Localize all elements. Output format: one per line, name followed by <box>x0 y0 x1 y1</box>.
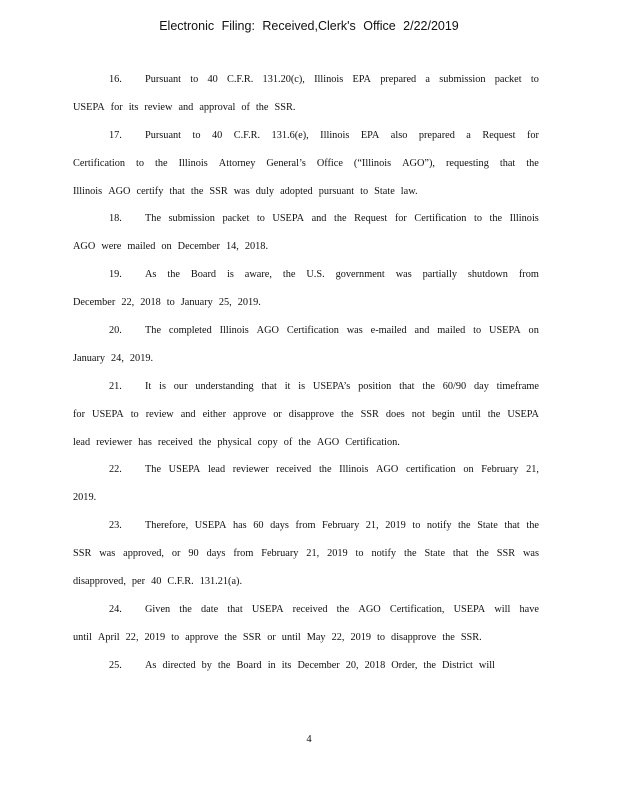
paragraph-number: 21. <box>109 380 122 392</box>
word: 24, <box>111 352 124 364</box>
word: SSR <box>73 548 92 560</box>
word: submission <box>439 74 486 85</box>
word: the <box>458 520 471 532</box>
word: USEPA <box>194 520 227 532</box>
word: have <box>519 603 539 615</box>
paragraph-number: 24. <box>109 603 122 615</box>
paragraph-number: 25. <box>109 659 122 671</box>
page-number: 4 <box>306 734 312 745</box>
word: the <box>403 548 417 560</box>
word: Pursuant <box>145 74 182 85</box>
paragraph-17-line-2 <box>73 150 539 178</box>
word: a <box>466 129 471 141</box>
word: the <box>318 464 332 476</box>
word: our <box>173 380 188 392</box>
word: Certification <box>73 157 126 169</box>
word: approve <box>185 631 219 643</box>
word: understanding <box>195 380 254 392</box>
word: AGO <box>256 325 279 337</box>
word: USEPA <box>453 603 486 615</box>
word: January <box>73 352 106 364</box>
word: It <box>145 380 152 392</box>
paragraph-23-line-3 <box>73 568 539 596</box>
word: disapprove <box>288 408 334 420</box>
word: AGO <box>73 241 96 253</box>
word: SSR. <box>274 101 296 113</box>
word: review <box>144 101 173 113</box>
word: the <box>334 213 347 225</box>
word: for <box>73 408 86 420</box>
word: the <box>423 659 436 671</box>
word: until <box>281 631 301 643</box>
word: to <box>412 520 421 532</box>
word: was <box>395 269 412 281</box>
paragraph-16-line-1 <box>73 66 539 94</box>
word: that <box>499 157 516 169</box>
word: a <box>425 74 430 85</box>
word: lead <box>207 464 226 476</box>
line-text <box>145 373 539 401</box>
paragraph-18-line-1 <box>73 205 539 233</box>
word: of <box>241 101 250 113</box>
word: Office <box>316 157 343 169</box>
word: State <box>374 185 395 197</box>
word: AGO”), <box>402 157 435 169</box>
word: 60/90 <box>442 380 467 392</box>
word: the <box>198 436 212 448</box>
word: the <box>336 603 350 615</box>
word: to <box>166 297 175 309</box>
word: is <box>159 380 166 392</box>
paragraph-20-line-2 <box>73 345 539 373</box>
word: received <box>292 603 328 615</box>
word: that <box>452 548 469 560</box>
word: Given <box>145 603 171 615</box>
paragraph-number: 16. <box>109 74 122 85</box>
word: State <box>477 520 498 532</box>
word: 21, <box>365 520 379 532</box>
word: Therefore, <box>145 520 189 532</box>
word: of <box>283 436 293 448</box>
word: 60 <box>253 520 264 532</box>
word: was <box>233 185 250 197</box>
word: reviewer <box>232 464 269 476</box>
word: 22, <box>331 631 345 643</box>
paragraph-23-line-1 <box>73 512 539 540</box>
word: has <box>232 520 247 532</box>
word: Illinois <box>314 74 344 85</box>
word: from <box>295 520 316 532</box>
paragraph-24-line-1 <box>73 596 539 624</box>
word: from <box>518 269 539 281</box>
word: is <box>226 269 234 281</box>
word: (“Illinois <box>353 157 392 169</box>
word: USEPA <box>489 325 521 337</box>
word: days <box>206 548 226 560</box>
line-text <box>145 652 539 680</box>
word: not <box>411 408 425 420</box>
word: has <box>138 436 152 448</box>
word: Illinois <box>178 157 208 169</box>
word: USEPA <box>73 101 105 113</box>
word: to <box>473 325 482 337</box>
word: the <box>155 157 168 169</box>
word: and <box>178 101 194 113</box>
word: certify <box>136 185 164 197</box>
word: 25, <box>218 297 232 309</box>
document-body <box>73 66 539 680</box>
word: EPA <box>360 129 380 141</box>
word: Certification <box>286 325 339 337</box>
word: that <box>169 185 185 197</box>
word: physical <box>217 436 252 448</box>
word: that <box>227 603 243 615</box>
word: the <box>422 380 435 392</box>
word: and <box>311 213 327 225</box>
word: that <box>504 520 520 532</box>
word: requesting <box>445 157 489 169</box>
word: The <box>145 464 162 476</box>
word: 90 <box>188 548 199 560</box>
word: directed <box>162 659 196 671</box>
word: 2019. <box>73 492 97 504</box>
word: 21, <box>526 464 539 476</box>
word: As <box>145 659 157 671</box>
word: AGO <box>376 464 399 476</box>
word: to <box>355 548 364 560</box>
word: from <box>233 548 254 560</box>
word: to <box>473 213 482 225</box>
word: SSR <box>242 631 262 643</box>
word: on <box>528 325 539 337</box>
word: Illinois <box>509 213 539 225</box>
word: were <box>101 241 122 253</box>
word: SSR <box>496 548 516 560</box>
word: The <box>145 325 162 337</box>
word: prepared <box>418 129 455 141</box>
word: April <box>97 631 120 643</box>
word: and <box>414 325 430 337</box>
word: is <box>298 380 306 392</box>
word: and <box>180 408 196 420</box>
word: General’s <box>266 157 306 169</box>
word: to <box>256 213 265 225</box>
word: prepared <box>380 74 417 85</box>
paragraph-21-line-3 <box>73 429 539 457</box>
word: the <box>167 269 180 281</box>
line-text <box>145 122 539 150</box>
word: approval <box>199 101 236 113</box>
word: aware, <box>244 269 272 281</box>
word: its <box>128 101 139 113</box>
word: to <box>136 157 145 169</box>
paragraph-number: 23. <box>109 520 122 532</box>
word: C.F.R. <box>226 74 254 85</box>
word: 40 <box>151 576 162 588</box>
word: 2019 <box>144 631 166 643</box>
word: 21, <box>306 548 320 560</box>
word: USEPA <box>507 408 539 420</box>
word: the <box>282 269 296 281</box>
paragraph-25-line-1 <box>73 652 539 680</box>
word: to <box>192 129 201 141</box>
line-text <box>145 512 539 540</box>
word: Illinois <box>219 325 249 337</box>
word: December <box>177 241 220 253</box>
word: to <box>171 631 180 643</box>
word: SSR <box>360 408 379 420</box>
word: packet <box>222 213 250 225</box>
word: The <box>145 213 162 225</box>
word: to <box>190 74 199 85</box>
line-text <box>145 596 539 624</box>
word: 22, <box>125 631 139 643</box>
word: January <box>180 297 213 309</box>
word: 22, <box>121 297 135 309</box>
word: Board <box>190 269 217 281</box>
word: mailed <box>437 325 466 337</box>
paragraph-22-line-2 <box>73 484 539 512</box>
word: the <box>526 157 539 169</box>
paragraph-16-line-2 <box>73 94 539 122</box>
word: the <box>190 185 204 197</box>
word: District <box>442 659 473 671</box>
word: SSR <box>209 185 228 197</box>
word: that <box>399 380 415 392</box>
word: mailed <box>127 241 156 253</box>
word: review <box>145 408 174 420</box>
word: the <box>255 101 269 113</box>
word: day <box>473 380 489 392</box>
word: partially <box>422 269 457 281</box>
word: received <box>157 436 193 448</box>
word: disapproved, <box>73 576 126 588</box>
paragraph-19-line-2 <box>73 289 539 317</box>
word: Illinois <box>339 464 369 476</box>
word: copy <box>257 436 278 448</box>
word: 14, <box>225 241 239 253</box>
word: approve <box>233 408 267 420</box>
word: 20, <box>345 659 359 671</box>
word: 2019. <box>129 352 154 364</box>
efiling-header: Electronic Filing: Received,Clerk's Office 2/22/2019 <box>159 19 459 33</box>
word: Pursuant <box>145 129 182 141</box>
word: does <box>385 408 405 420</box>
word: it <box>284 380 291 392</box>
paragraph-24-line-2 <box>73 624 539 652</box>
word: will <box>478 659 495 671</box>
paragraph-number: 22. <box>109 464 122 476</box>
word: EPA <box>352 74 371 85</box>
word: C.F.R. <box>167 576 194 588</box>
word: to <box>530 74 539 85</box>
word: Certification <box>414 213 467 225</box>
word: for <box>526 129 539 141</box>
word: timeframe <box>496 380 539 392</box>
word: received <box>276 464 312 476</box>
word: submission <box>168 213 215 225</box>
word: date <box>201 603 219 615</box>
word: 2019 <box>327 548 348 560</box>
line-text <box>145 456 539 484</box>
word: USEPA <box>92 408 124 420</box>
word: packet <box>494 74 522 85</box>
word: on <box>161 241 172 253</box>
word: duly <box>255 185 275 197</box>
word: December <box>297 659 340 671</box>
line-text <box>145 261 539 289</box>
word: 40 <box>207 74 218 85</box>
word: USEPA’s <box>312 380 351 392</box>
paragraph-number: 17. <box>109 129 122 141</box>
paragraph-21-line-2 <box>73 401 539 429</box>
word: the <box>442 631 455 643</box>
word: Certification, <box>389 603 445 615</box>
word: that <box>261 380 277 392</box>
word: 2018 <box>364 659 386 671</box>
word: Attorney <box>218 157 256 169</box>
word: also <box>390 129 408 141</box>
word: or <box>171 548 181 560</box>
word: for <box>394 213 407 225</box>
word: SSR. <box>460 631 482 643</box>
word: 2019. <box>237 297 261 309</box>
word: the <box>340 408 354 420</box>
word: February <box>261 548 299 560</box>
word: Illinois <box>320 129 350 141</box>
word: AGO <box>108 185 131 197</box>
paragraph-19-line-1 <box>73 261 539 289</box>
word: 2019 <box>385 520 406 532</box>
paragraph-22-line-1 <box>73 456 539 484</box>
word: State <box>424 548 446 560</box>
paragraph-20-line-1 <box>73 317 539 345</box>
word: Request <box>482 129 516 141</box>
word: in <box>267 659 276 671</box>
word: disapprove <box>391 631 437 643</box>
word: USEPA <box>272 213 305 225</box>
word: 2019 <box>350 631 372 643</box>
word: reviewer <box>96 436 133 448</box>
word: e-mailed <box>370 325 407 337</box>
word: to <box>360 185 369 197</box>
word: begin <box>431 408 455 420</box>
word: completed <box>168 325 212 337</box>
paragraph-21-line-1 <box>73 373 539 401</box>
word: AGO <box>358 603 381 615</box>
word: per <box>131 576 146 588</box>
word: days <box>270 520 289 532</box>
word: or <box>273 408 282 420</box>
word: 131.20(c), <box>262 74 305 85</box>
word: Certification. <box>345 436 400 448</box>
paragraph-number: 18. <box>109 213 122 225</box>
word: Order, <box>391 659 418 671</box>
word: the <box>487 408 501 420</box>
word: notify <box>426 520 452 532</box>
word: to <box>130 408 139 420</box>
word: 131.21(a). <box>199 576 243 588</box>
word: either <box>202 408 227 420</box>
word: notify <box>371 548 397 560</box>
word: 131.6(e), <box>271 129 309 141</box>
word: until <box>461 408 481 420</box>
word: the <box>179 603 192 615</box>
word: approved, <box>123 548 165 560</box>
word: December <box>73 297 116 309</box>
word: was <box>522 548 539 560</box>
word: will <box>494 603 511 615</box>
word: was <box>346 325 363 337</box>
word: until <box>73 631 92 643</box>
word: U.S. <box>306 269 325 281</box>
paragraph-17-line-1 <box>73 122 539 150</box>
word: USEPA <box>251 603 284 615</box>
paragraph-23-line-2 <box>73 540 539 568</box>
word: the <box>526 520 539 532</box>
word: by <box>201 659 212 671</box>
word: to <box>377 631 386 643</box>
paragraph-number: 20. <box>109 325 122 337</box>
word: adopted <box>280 185 313 197</box>
word: for <box>110 101 123 113</box>
word: 2018 <box>140 297 161 309</box>
word: pursuant <box>318 185 355 197</box>
word: February <box>322 520 360 532</box>
word: shutdown <box>467 269 508 281</box>
word: May <box>306 631 326 643</box>
word: was <box>99 548 116 560</box>
word: Illinois <box>73 185 103 197</box>
word: As <box>145 269 157 281</box>
word: the <box>489 213 503 225</box>
word: the <box>298 436 311 448</box>
line-text <box>145 66 539 94</box>
word: the <box>217 659 231 671</box>
word: lead <box>73 436 91 448</box>
word: certification <box>405 464 456 476</box>
word: 2018. <box>244 241 269 253</box>
word: government <box>335 269 385 281</box>
word: 40 <box>211 129 223 141</box>
word: its <box>281 659 292 671</box>
word: Request <box>354 213 388 225</box>
line-text <box>145 205 539 233</box>
word: Board <box>236 659 262 671</box>
word: or <box>267 631 276 643</box>
word: February <box>481 464 519 476</box>
word: law. <box>400 185 418 197</box>
word: the <box>224 631 237 643</box>
word: AGO <box>316 436 340 448</box>
word: position <box>358 380 392 392</box>
paragraph-number: 19. <box>109 269 122 281</box>
paragraph-17-line-3 <box>73 178 539 206</box>
word: USEPA <box>168 464 201 476</box>
word: on <box>463 464 474 476</box>
paragraph-18-line-2 <box>73 233 539 261</box>
word: the <box>476 548 489 560</box>
word: C.F.R. <box>233 129 261 141</box>
line-text <box>145 317 539 345</box>
